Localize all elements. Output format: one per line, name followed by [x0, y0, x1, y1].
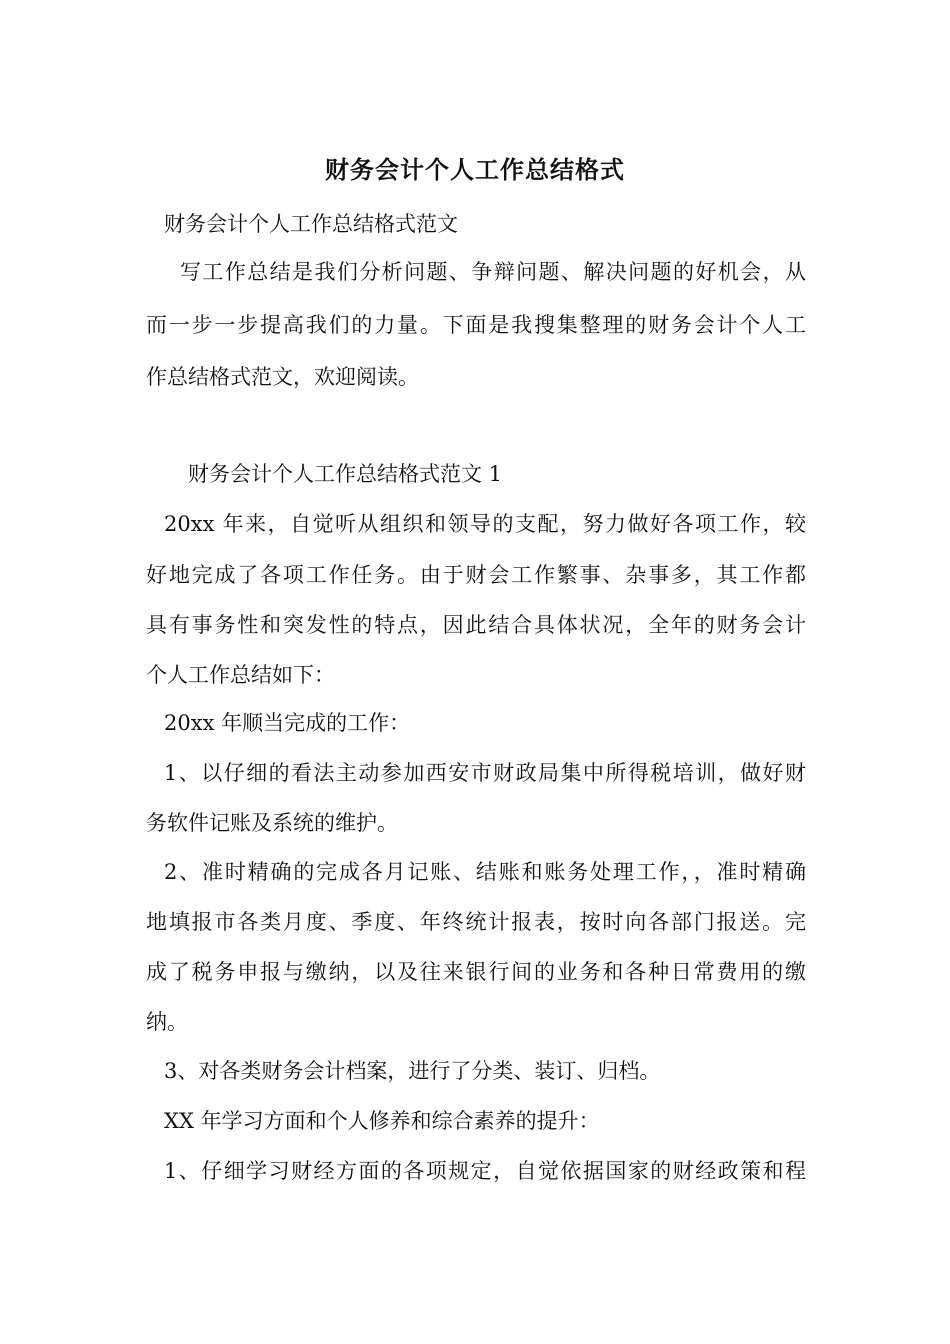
- paragraph-line: 20xx 年来，自觉听从组织和领导的支配，努力做好各项工作，较: [164, 512, 806, 536]
- list-item-line: 成了税务申报与缴纳，以及往来银行间的业务和各种日常费用的缴: [146, 960, 806, 984]
- list-item-line: 2、准时精确的完成各月记账、结账和账务处理工作，，准时精确: [164, 860, 806, 884]
- list-item-line: 纳。: [146, 1010, 188, 1034]
- paragraph-line: XX 年学习方面和个人修养和综合素养的提升：: [164, 1109, 600, 1133]
- subtitle-line: 财务会计个人工作总结格式范文: [164, 212, 458, 236]
- list-item-line: 务软件记账及系统的维护。: [146, 811, 398, 835]
- list-item-line: 地填报市各类月度、季度、年终统计报表，按时向各部门报送。完: [146, 910, 806, 934]
- paragraph-line: 好地完成了各项工作任务。由于财会工作繁事、杂事多，其工作都: [146, 563, 806, 587]
- paragraph-line: 20xx 年顺当完成的工作：: [164, 711, 411, 735]
- section-heading: 财务会计个人工作总结格式范文 1: [188, 462, 503, 486]
- list-item-line: 3、对各类财务会计档案，进行了分类、装订、归档。: [164, 1059, 661, 1083]
- paragraph-line: 写工作总结是我们分析问题、争辩问题、解决问题的好机会，从: [180, 260, 806, 284]
- paragraph-line: 个人工作总结如下：: [146, 663, 335, 687]
- paragraph-line: 而一步一步提高我们的力量。下面是我搜集整理的财务会计个人工: [146, 313, 806, 337]
- list-item-line: 1、以仔细的看法主动参加西安市财政局集中所得税培训，做好财: [164, 761, 806, 785]
- list-item-line: 1、仔细学习财经方面的各项规定，自觉依据国家的财经政策和程: [164, 1159, 806, 1183]
- paragraph-line: 具有事务性和突发性的特点，因此结合具体状况，全年的财务会计: [146, 613, 806, 637]
- paragraph-line: 作总结格式范文，欢迎阅读。: [146, 365, 419, 389]
- document-title: 财务会计个人工作总结格式: [325, 155, 625, 184]
